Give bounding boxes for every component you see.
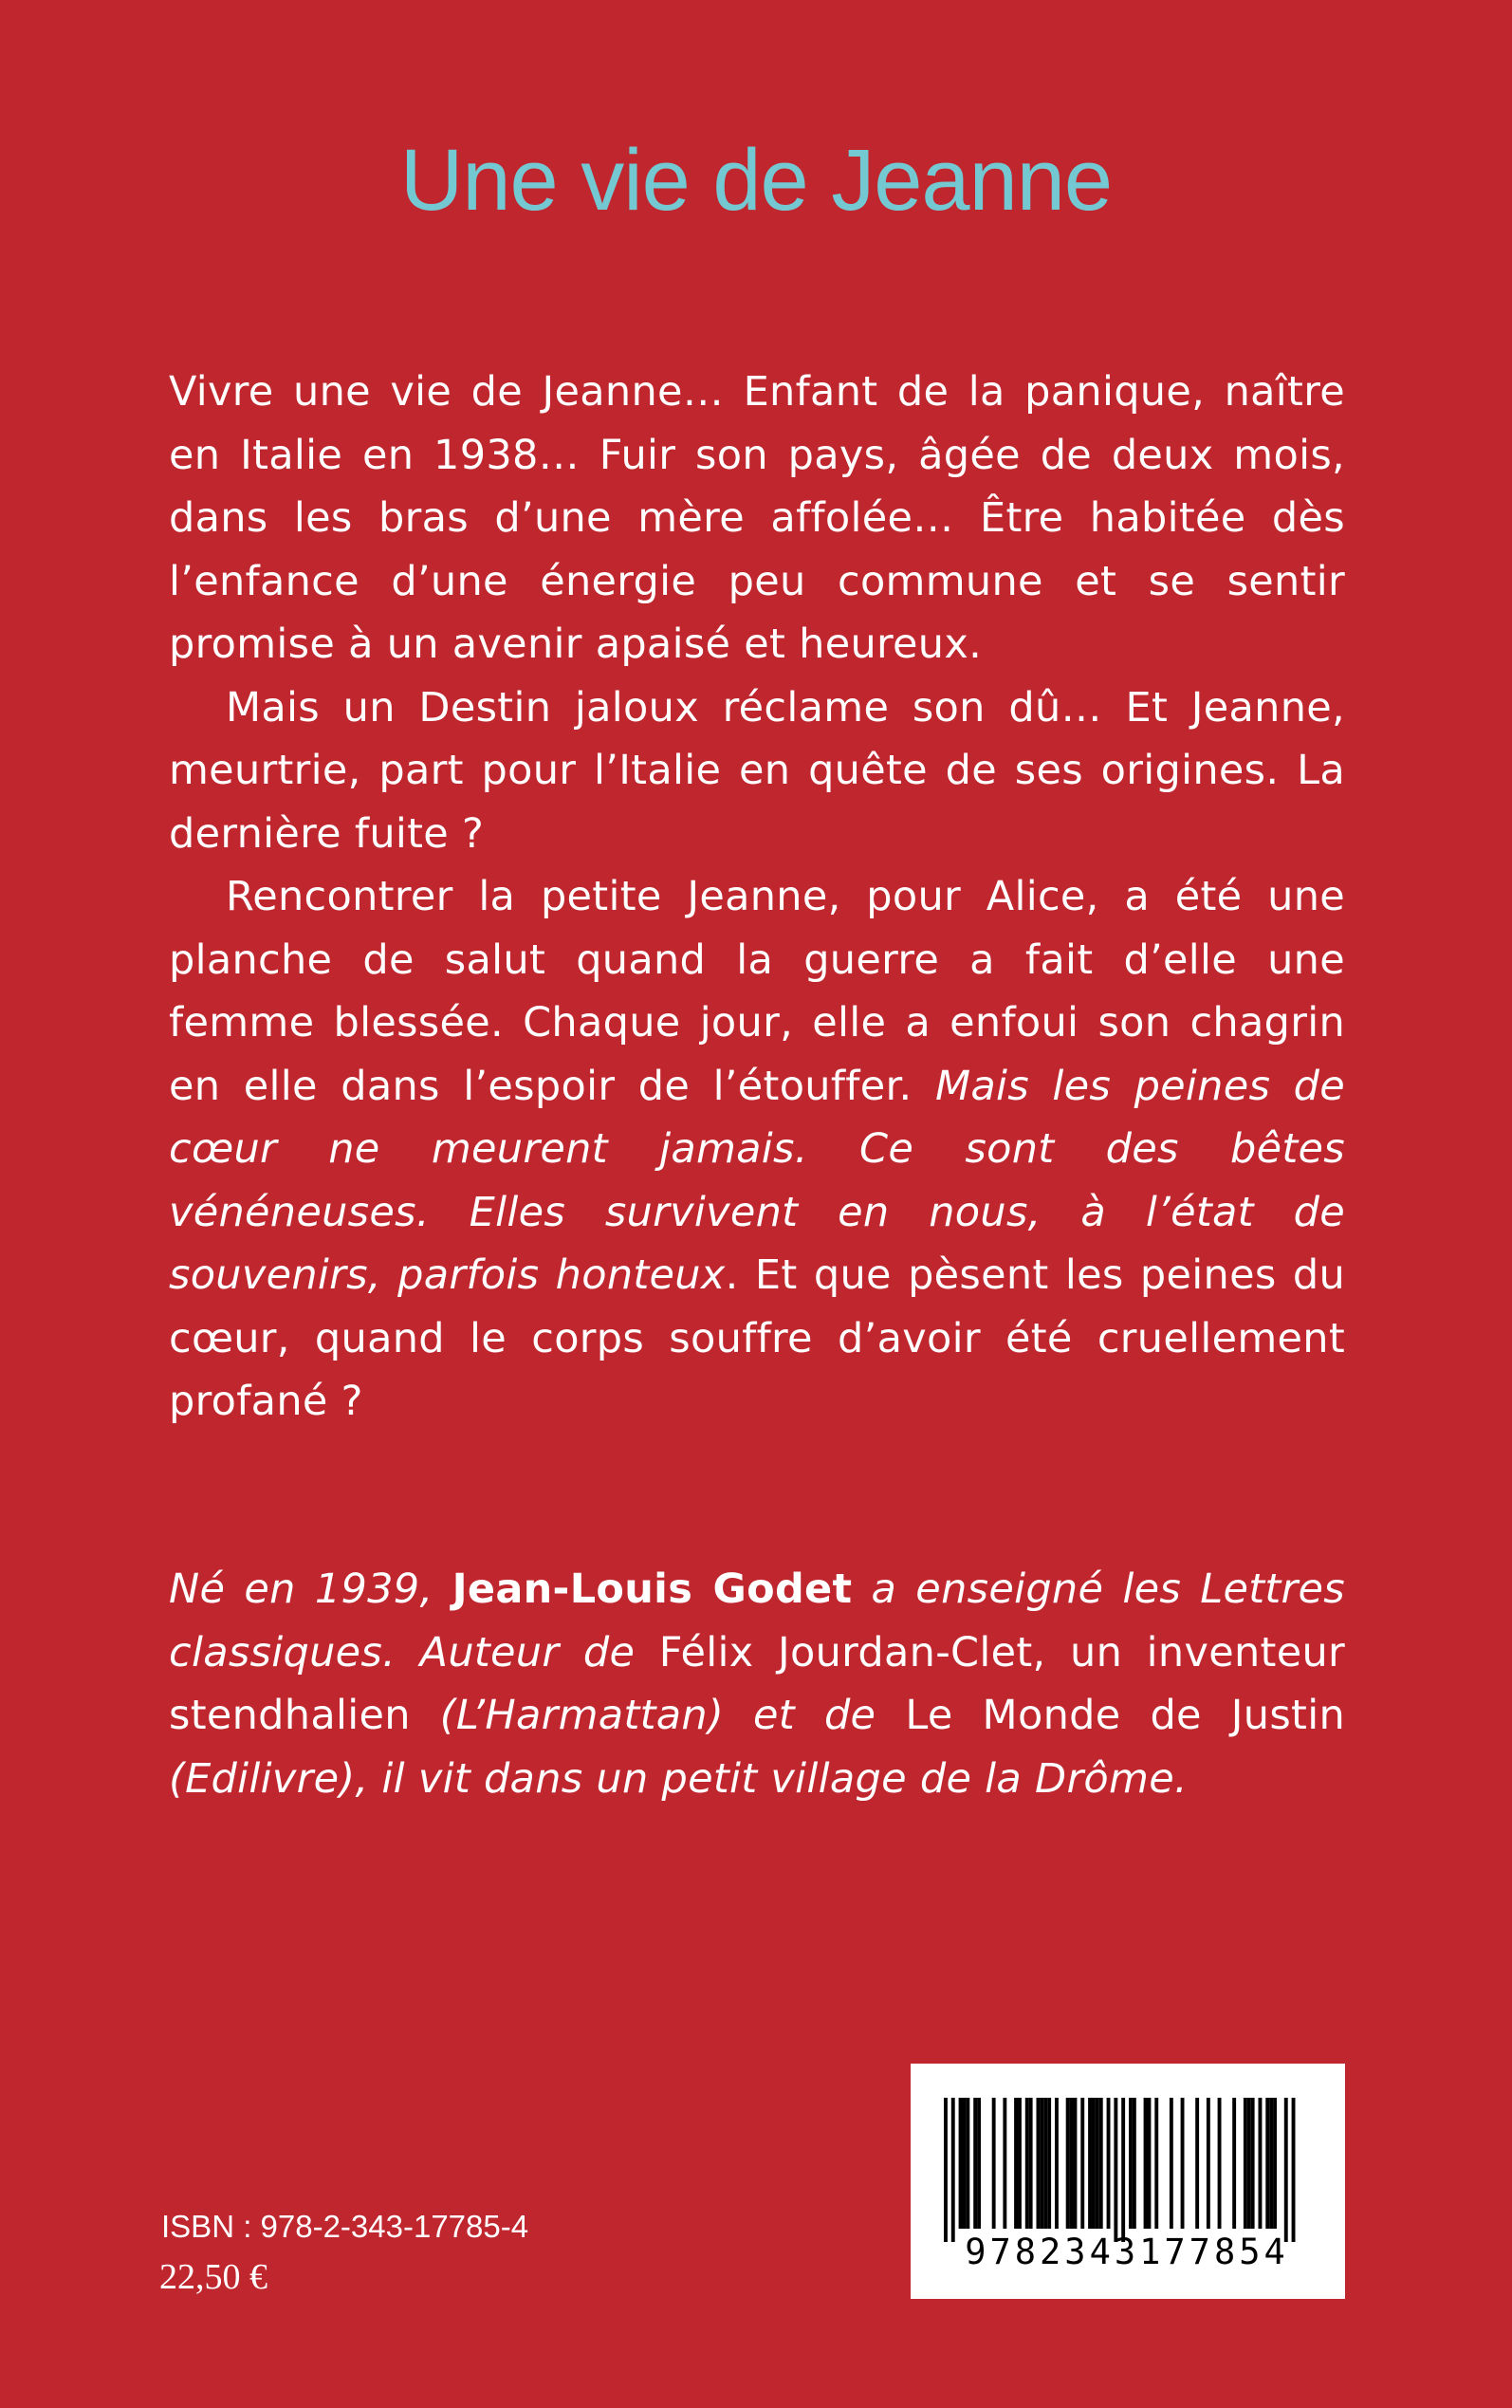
publisher-2: (Edilivre) <box>169 1754 356 1803</box>
barcode-bar <box>1273 2098 1277 2229</box>
isbn-text: ISBN : 978-2-343-17785-4 <box>161 2209 529 2244</box>
barcode-bar <box>1040 2098 1043 2229</box>
barcode-bar <box>1154 2098 1158 2229</box>
barcode-bar <box>1265 2098 1269 2229</box>
blurb-paragraph-3-end: . Et que pèsent les peines du cœur, quand le corps souffre d’avoir été cruellement profané ? <box>169 1251 1345 1425</box>
back-cover-blurb <box>169 361 1345 1434</box>
bio-text-3: , il vit dans un petit village de la Drôme. <box>355 1754 1188 1803</box>
barcode-bar <box>1047 2098 1051 2229</box>
barcode-bar <box>1092 2098 1096 2229</box>
barcode-bar <box>1247 2098 1251 2229</box>
barcode-bar <box>1232 2098 1236 2229</box>
barcode-bar <box>1292 2098 1296 2242</box>
barcode-number: 9782343177854 <box>965 2232 1289 2272</box>
author-bio <box>169 1558 1345 1810</box>
barcode-bar <box>973 2098 977 2229</box>
barcode-bar <box>1133 2098 1136 2229</box>
barcode-bar <box>966 2098 969 2229</box>
barcode <box>911 2064 1345 2299</box>
barcode-bar <box>1014 2098 1018 2229</box>
barcode-bar <box>963 2098 967 2229</box>
barcode-bar <box>1018 2098 1022 2229</box>
barcode-bar <box>1170 2098 1173 2229</box>
author-name: Jean-Louis Godet <box>452 1565 853 1613</box>
barcode-bar <box>1025 2098 1029 2229</box>
barcode-bar <box>944 2098 948 2242</box>
barcode-bar <box>1207 2098 1210 2229</box>
barcode-bar <box>1129 2098 1133 2229</box>
barcode-bar <box>1251 2098 1255 2229</box>
bio-text-1: a enseigné les Lettres classiques. Auteur de <box>169 1565 1345 1676</box>
publisher-1: (L’Harmattan) <box>410 1692 754 1739</box>
barcode-bar <box>992 2098 996 2229</box>
barcode-bar <box>1043 2098 1047 2229</box>
barcode-bar <box>1055 2098 1059 2229</box>
barcode-bar <box>1088 2098 1092 2229</box>
barcode-bars-icon <box>944 2098 1314 2250</box>
blurb-paragraph-2: Mais un Destin jaloux réclame son dû… Et Jeanne, meurtrie, part pour l’Italie en quête de ses origines. La dernière fuite ? <box>169 683 1345 858</box>
barcode-bar <box>1070 2098 1074 2229</box>
barcode-bar <box>1037 2098 1041 2229</box>
bio-intro: Né en 1939, <box>169 1565 452 1613</box>
barcode-bar <box>1269 2098 1273 2229</box>
barcode-bar <box>1099 2098 1103 2229</box>
book-title: Une vie de Jeanne <box>399 132 1113 229</box>
barcode-bar <box>1107 2098 1111 2229</box>
barcode-bar <box>1181 2098 1185 2229</box>
barcode-bar <box>1195 2098 1199 2229</box>
barcode-bar <box>1244 2098 1247 2229</box>
barcode-bar <box>1144 2098 1148 2229</box>
barcode-bar <box>1148 2098 1152 2229</box>
price-text: 22,50 € <box>159 2257 267 2297</box>
barcode-bar <box>977 2098 981 2229</box>
barcode-bar <box>1080 2098 1084 2229</box>
barcode-bar <box>1074 2098 1078 2229</box>
barcode-bar <box>1114 2098 1117 2242</box>
blurb-paragraph-3 <box>169 865 1345 1434</box>
barcode-bar <box>1284 2098 1288 2242</box>
barcode-bar <box>951 2098 955 2242</box>
barcode-bar <box>1121 2098 1125 2242</box>
barcode-bar <box>1003 2098 1006 2229</box>
bio-text-2: et de <box>753 1692 906 1739</box>
book-title-2: Le Monde de Justin <box>905 1692 1346 1739</box>
barcode-bar <box>1096 2098 1099 2229</box>
barcode-bar <box>1029 2098 1033 2229</box>
book-title-1: Félix Jourdan-Clet, un inventeur stendhalien <box>169 1628 1345 1739</box>
barcode-bar <box>1066 2098 1070 2229</box>
blurb-quote: Mais les peines de cœur ne meurent jamais. Ce sont des bêtes vénéneuses. Elles survivent en nous, à l’état de souvenirs, parfois honteux <box>169 1062 1345 1299</box>
blurb-paragraph-1: Vivre une vie de Jeanne… Enfant de la panique, naître en Italie en 1938… Fuir son pays, âgée de deux mois, dans les bras d’une mère affolée… Être habitée dès l’enfance d’une énergie peu commune et se sentir promise à un avenir apaisé et heureux. <box>169 368 1345 668</box>
barcode-bar <box>1259 2098 1263 2229</box>
blurb-paragraph-3-start: Rencontrer la petite Jeanne, pour Alice, a été une planche de salut quand la guerre a fait d’elle une femme blessée. Chaque jour, elle a enfoui son chagrin en elle dans l’espoir de l’étouffer. <box>169 873 1345 1110</box>
barcode-bar <box>959 2098 963 2229</box>
barcode-bar <box>1218 2098 1222 2229</box>
